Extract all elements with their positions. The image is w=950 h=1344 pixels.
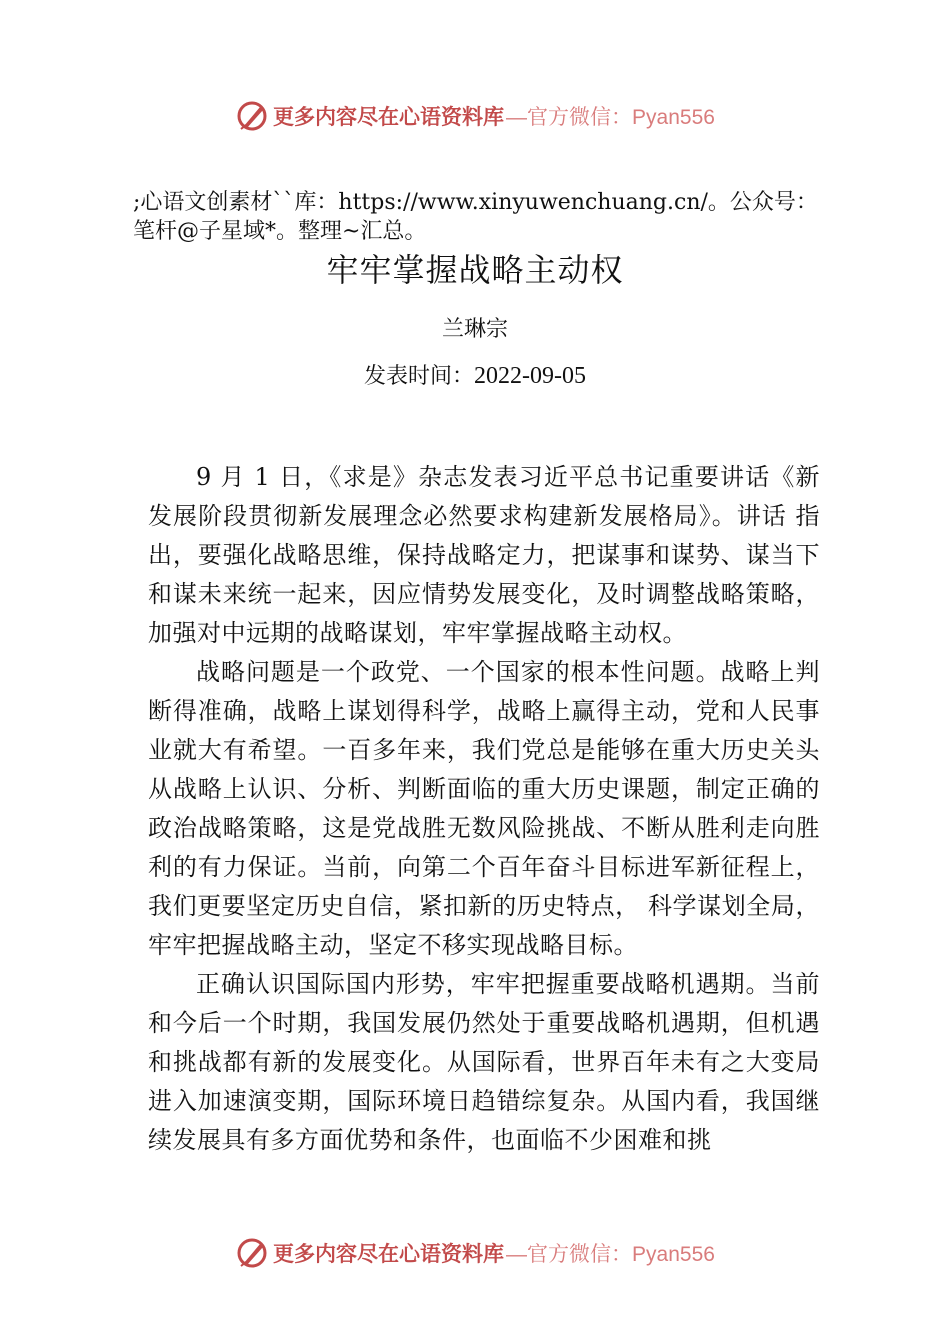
watermark-tagline: 更多内容尽在心语资料库 <box>273 104 505 129</box>
watermark-tagline: 更多内容尽在心语资料库 <box>273 1241 505 1266</box>
paragraph: 战略问题是一个政党、一个国家的根本性问题。战略上判断得准确，战略上谋划得科学，战略上赢得主动，党和人民事业就大有希望。一百多年来，我们党总是能够在重大历史关头从战略上认识、分析、判断面临的重大历史课题，制定正确的政治战略策略，这是党战胜无数风险挑战、不断从胜利走向胜利的有力保证。当前，向第二个百年奋斗目标进军新征程上，我们更要坚定历史自信，紧扣新的历史特点， 科学谋划全局，牢牢把握战略主动，坚定不移实现战略目标。 <box>148 658 820 959</box>
watermark-wechat: —官方微信：Pyan556 <box>506 106 715 129</box>
article-body <box>148 458 820 1160</box>
footer-watermark <box>0 1233 950 1273</box>
source-note: ;心语文创素材``库：https://www.xinyuwenchuang.cn/。公众号：笔杆@子星域*。整理~汇总。 <box>133 190 818 244</box>
paragraph: 9 月 1 日，《求是》杂志发表习近平总书记重要讲话《新发展阶段贯彻新发展理念必然要求构建新发展格局》。讲话 指出，要强化战略思维，保持战略定力，把谋事和谋势、谋当下和谋未来统一起来，因应情势发展变化，及时调整战略策略，加强对中远期的战略谋划，牢牢掌握战略主动权。 <box>148 463 820 647</box>
article-author: 兰琳宗 <box>441 317 508 342</box>
article-title: 牢牢掌握战略主动权 <box>326 251 624 289</box>
watermark-wechat: —官方微信：Pyan556 <box>506 1243 715 1266</box>
quill-logo-icon <box>235 99 269 133</box>
quill-logo-icon <box>235 1236 269 1270</box>
publish-date-label: 发表时间： <box>364 364 475 389</box>
publish-date-value: 2022-09-05 <box>474 363 586 389</box>
publish-date <box>0 361 950 392</box>
paragraph: 正确认识国际国内形势，牢牢把握重要战略机遇期。当前和今后一个时期，我国发展仍然处于重要战略机遇期，但机遇和挑战都有新的发展变化。从国际看，世界百年未有之大变局进入加速演变期，国际环境日趋错综复杂。从国内看，我国继续发展具有多方面优势和条件，也面临不少困难和挑 <box>148 970 820 1154</box>
header-watermark <box>0 96 950 136</box>
